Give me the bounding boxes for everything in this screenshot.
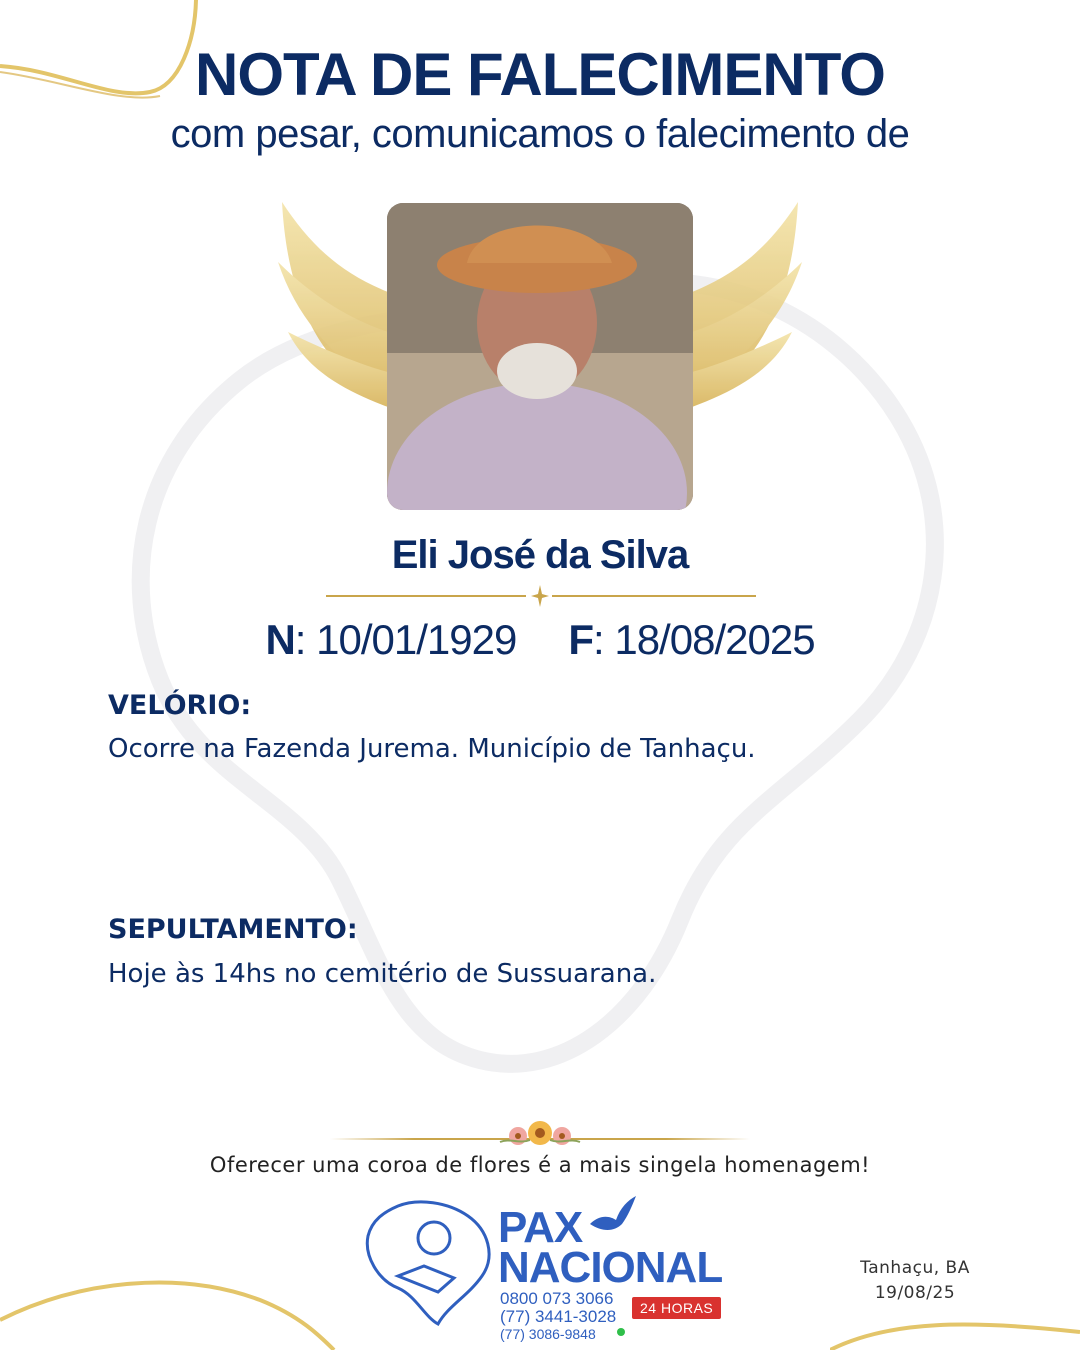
death-date: 18/08/2025 — [614, 616, 815, 663]
brazil-map-logo-icon — [358, 1196, 498, 1328]
whatsapp-icon — [617, 1328, 625, 1336]
page-subtitle: com pesar, comunicamos o falecimento de — [170, 112, 910, 156]
portrait-illustration — [387, 203, 693, 510]
deceased-photo — [387, 203, 693, 510]
death-label: F — [568, 616, 593, 663]
divider-line-right — [552, 595, 756, 597]
birth-date: 10/01/1929 — [316, 616, 517, 663]
phone-tollfree: 0800 073 3066 — [500, 1289, 614, 1308]
publication-date: 19/08/25 — [874, 1283, 956, 1303]
brand-name-line1: PAX — [498, 1203, 583, 1252]
24h-badge: 24 HORAS — [632, 1297, 721, 1319]
star-divider-icon — [531, 585, 549, 607]
page-title: NOTA DE FALECIMENTO — [195, 41, 885, 108]
phone-whatsapp: (77) 3086-9848 — [500, 1326, 596, 1342]
life-dates: N: 10/01/1929 F: 18/08/2025 — [265, 616, 815, 663]
burial-text: Hoje às 14hs no cemitério de Sussuarana. — [108, 959, 657, 989]
location-text: Tanhaçu, BA — [860, 1258, 970, 1278]
dove-icon — [588, 1194, 638, 1236]
birth-label: N — [265, 616, 295, 663]
deceased-name: Eli José da Silva — [391, 533, 689, 577]
flowers-icon — [490, 1108, 590, 1158]
wake-text: Ocorre na Fazenda Jurema. Município de Tanhaçu. — [108, 734, 756, 764]
wake-title: VELÓRIO: — [108, 690, 252, 721]
brand-name-line2: NACIONAL — [498, 1243, 723, 1292]
gold-swoosh-bottom-right — [830, 1300, 1080, 1350]
phone-landline: (77) 3441-3028 — [500, 1307, 617, 1326]
gold-swoosh-bottom-left — [0, 1270, 340, 1350]
tribute-text: Oferecer uma coroa de flores é a mais singela homenagem! — [209, 1153, 871, 1177]
burial-title: SEPULTAMENTO: — [108, 914, 358, 945]
divider-line-left — [326, 595, 526, 597]
